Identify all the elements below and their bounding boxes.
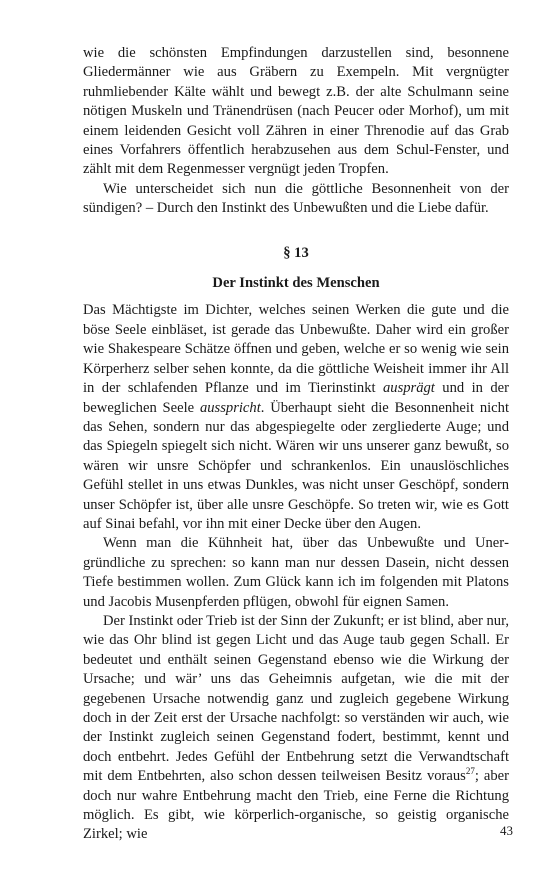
book-page	[83, 44, 509, 845]
emphasis-auspraegt: ausprägt	[382, 380, 435, 397]
paragraph-unbewusste	[83, 301, 509, 534]
paragraph-text-segment: Das Mächtigste im Dichter, welches seinen Werken die gute und die böse Seele einbläset, ist gerade das Unbewußte. Daher wird ein großer wie Shakespeare Schätze öffnen und geben, welche er so wenig wie sein Körperherz selber sehen konnte, da die göttliche Weisheit immer ihr All in der schlafenden Pflanze und im Tierinstinkt	[83, 302, 509, 397]
footnote-marker[interactable]: 27	[465, 766, 475, 777]
paragraph-text-segment: und in der beweglichen Seele	[83, 380, 509, 416]
paragraph-instinkt	[83, 612, 509, 845]
paragraph-text-segment: . Überhaupt sieht die Besonnenheit nicht das Sehen, sondern nur das abgespiegelte oder zergliederte Auge; und das Spiegeln spiegelt sich nicht. Wären wir uns unserer ganz bewußt, so wären wir unsre Schöpfer und schrankenlos. Ein unauslöschliches Gefühl stellet in uns etwas Dunkles, was nicht unser Geschöpf, sondern unser Schöpfer ist, über alle unsre Geschöpfe. So treten wir, wie es Gott auf Sinai befahl, vor ihn mit einer Decke über den Augen.	[83, 399, 509, 532]
section-number: § 13	[283, 244, 309, 261]
page-number: 43	[500, 823, 513, 838]
paragraph-besonnenheit: Wie unterscheidet sich nun die göttliche Besonnenheit von der sündigen? – Durch den Instinkt des Unbewußten und die Liebe dafür.	[83, 180, 509, 217]
emphasis-ausspricht: ausspricht	[199, 399, 261, 416]
paragraph-kuehnheit: Wenn man die Kühnheit hat, über das Unbewußte und Unergründliche zu sprechen: so kann man nur dessen Dasein, nicht dessen Tiefe bestimmen wollen. Zum Glück kann ich im folgenden mit Platons und Jacobis Musenpferden pflügen, obwohl für eignen Samen.	[83, 535, 509, 610]
paragraph-continued: wie die schönsten Empfindungen darzustellen sind, besonnene Gliedermänner wie aus Gräbern zu Exempeln. Mit vergnügter ruhmliebender Kälte wählt und bewegt z.B. der alte Schulmann seine nötigen Muskeln und Tränendrüsen (nach Peucer oder Morhof), um mit einem leidenden Gesicht voll Zähren in einer Threnodie auf das Grab eines Vorfahrers öffentlich herabzusehen aus dem Schul-Fenster, und zählt mit dem Regenmesser vergnügt jeden Tropfen.	[83, 45, 509, 178]
section-title: Der Instinkt des Menschen	[212, 275, 380, 292]
paragraph-text-segment: Der Instinkt oder Trieb ist der Sinn der Zukunft; er ist blind, aber nur, wie das Ohr blind ist gegen Licht und das Auge taub gegen Schall. Er bedeutet und enthält seinen Gegenstand ebenso wie die Wirkung der Ursache; und wär’ uns das Geheimnis aufgetan, wie die mit der gegebenen Ursache notwendig ganz und zugleich gegebene Wirkung doch in der Zeit erst der Ursache nachfolgt: so verständen wir auch, wie der Instinkt zugleich seinen Gegenstand fodert, bestimmt, kennt und doch entbehrt. Jedes Gefühl der Entbehrung setzt die Verwandtschaft mit dem Entbehrten, also schon dessen teilweisen Besitz voraus	[83, 612, 509, 785]
paragraph-text-segment: ; aber doch nur wahre Entbehrung macht den Trieb, eine Ferne die Richtung möglich. Es gibt, wie körperlich-organische, so geistig organische Zirkel; wie	[83, 768, 509, 843]
